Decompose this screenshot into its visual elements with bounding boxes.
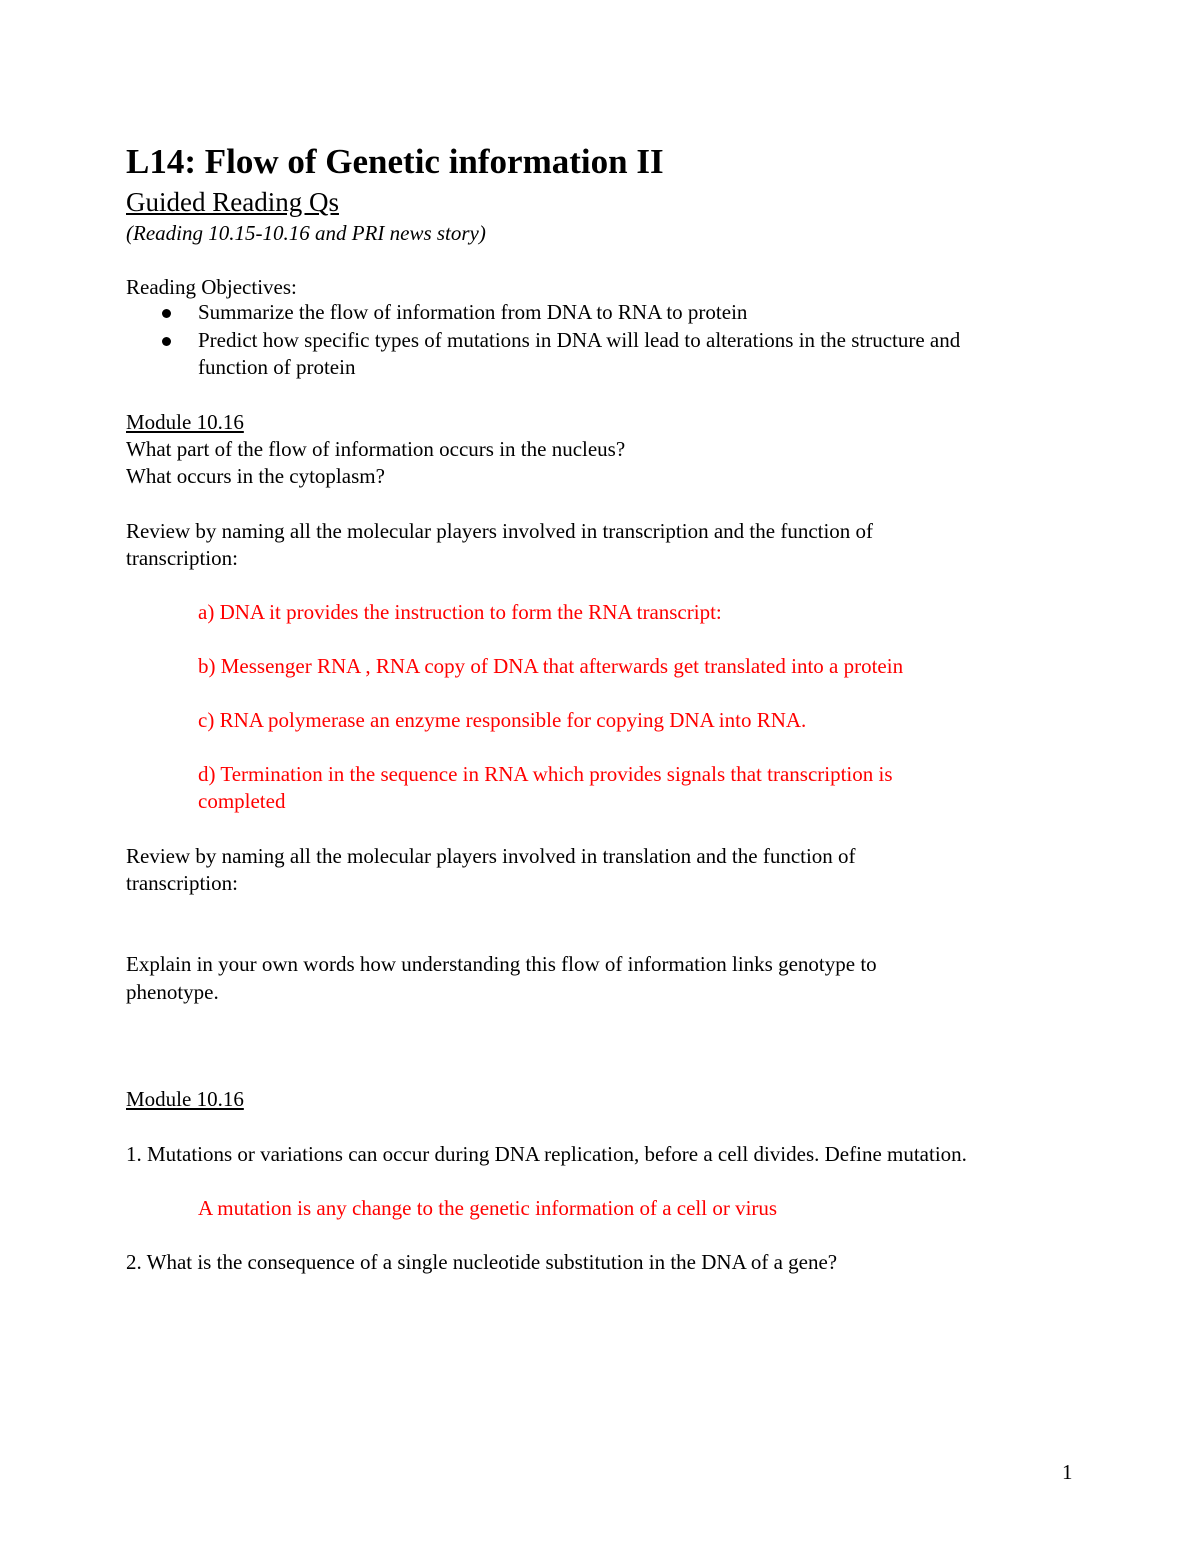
question-substitution: 2. What is the consequence of a single nucleotide substitution in the DNA of a gene? [126,1250,838,1274]
translation-prompt-continued: transcription: [126,871,238,895]
answer-a: a) DNA it provides the instruction to form the RNA transcript: [198,600,722,624]
bullet-icon [162,309,171,318]
objective-text: Summarize the flow of information from DNA to RNA to protein [198,300,748,324]
answer-mutation: A mutation is any change to the genetic information of a cell or virus [198,1196,778,1220]
page-subtitle: Guided Reading Qs [126,187,339,217]
translation-prompt: Review by naming all the molecular players involved in translation and the function of [126,844,856,868]
answer-d-continued: completed [198,789,286,813]
section2-heading: Module 10.16 [126,1087,244,1111]
objective-item [160,299,1070,327]
page-title: L14: Flow of Genetic information II [126,142,664,181]
section1-heading: Module 10.16 [126,410,244,434]
answer-d: d) Termination in the sequence in RNA which provides signals that transcription is [198,762,893,786]
transcription-prompt: Review by naming all the molecular players involved in transcription and the function of [126,519,874,543]
answer-b: b) Messenger RNA , RNA copy of DNA that afterwards get translated into a protein [198,654,904,678]
question-mutation: 1. Mutations or variations can occur during DNA replication, before a cell divides. Define mutation. [126,1142,967,1166]
answer-c: c) RNA polymerase an enzyme responsible for copying DNA into RNA. [198,708,807,732]
objective-text-continued: function of protein [198,355,356,379]
objectives-list [160,299,1070,382]
question-nucleus: What part of the flow of information occurs in the nucleus? [126,437,626,461]
objective-text: Predict how specific types of mutations in DNA will lead to alterations in the structure and [198,327,961,352]
bullet-icon [162,337,171,346]
question-cytoplasm: What occurs in the cytoplasm? [126,464,385,488]
page-number: 1 [1062,1460,1073,1484]
reading-note: (Reading 10.15-10.16 and PRI news story) [126,221,486,245]
explain-prompt: Explain in your own words how understanding this flow of information links genotype to [126,952,877,976]
explain-prompt-continued: phenotype. [126,980,219,1004]
transcription-prompt-continued: transcription: [126,546,238,570]
objective-item [160,327,1070,382]
objectives-label: Reading Objectives: [126,275,297,299]
